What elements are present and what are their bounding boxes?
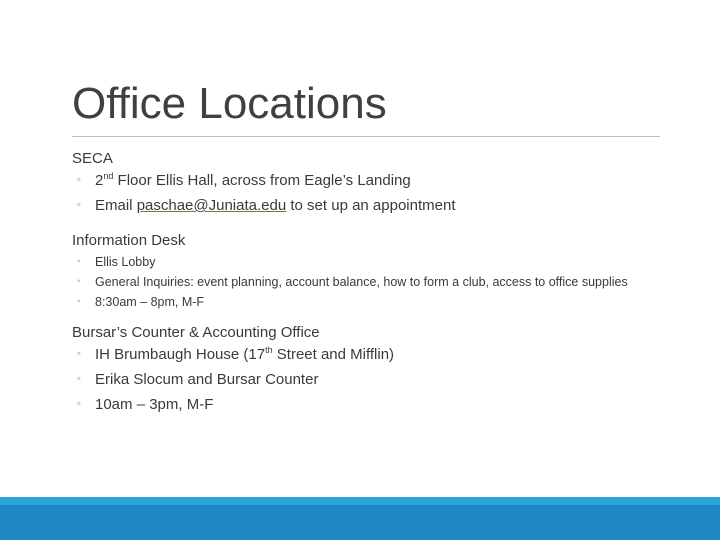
title-divider (72, 136, 660, 137)
slide-title: Office Locations (72, 79, 387, 128)
list-item: ◦ Email paschae@Juniata.edu to set up an appointment (72, 193, 652, 218)
bullet-icon: ◦ (77, 174, 81, 186)
list-item: ◦ Erika Slocum and Bursar Counter (72, 367, 652, 392)
section-heading: Bursar’s Counter & Accounting Office (72, 324, 320, 341)
bullet-icon: ◦ (77, 199, 81, 211)
section-heading: SECA (72, 150, 113, 167)
bullet-list (72, 168, 652, 218)
slide-content (72, 150, 652, 417)
email-link[interactable]: paschae@Juniata.edu (136, 197, 287, 214)
list-item: ◦ 10am – 3pm, M-F (72, 392, 652, 417)
list-item: ◦ General Inquiries: event planning, account balance, how to form a club, access to office supplies (77, 275, 628, 289)
bullet-icon: ◦ (77, 398, 81, 410)
list-item: ◦ IH Brumbaugh House (17th Street and Mifflin) (72, 342, 652, 367)
section-information-desk (72, 232, 652, 310)
bullet-icon: ◦ (77, 296, 81, 307)
footer-band (0, 505, 720, 540)
footer-accent-band (0, 497, 720, 505)
list-item: ◦ 2nd Floor Ellis Hall, across from Eagle’s Landing (72, 168, 652, 193)
bullet-icon: ◦ (77, 348, 81, 360)
section-bursar (72, 324, 652, 417)
section-heading: Information Desk (72, 232, 186, 249)
section-seca (72, 150, 652, 218)
list-item: ◦ 8:30am – 8pm, M-F (77, 295, 205, 309)
bullet-icon: ◦ (77, 373, 81, 385)
bullet-list (72, 342, 652, 417)
bullet-icon: ◦ (77, 276, 81, 287)
bullet-icon: ◦ (77, 256, 81, 267)
list-item: ◦ Ellis Lobby (77, 255, 156, 269)
bullet-list (72, 254, 652, 310)
